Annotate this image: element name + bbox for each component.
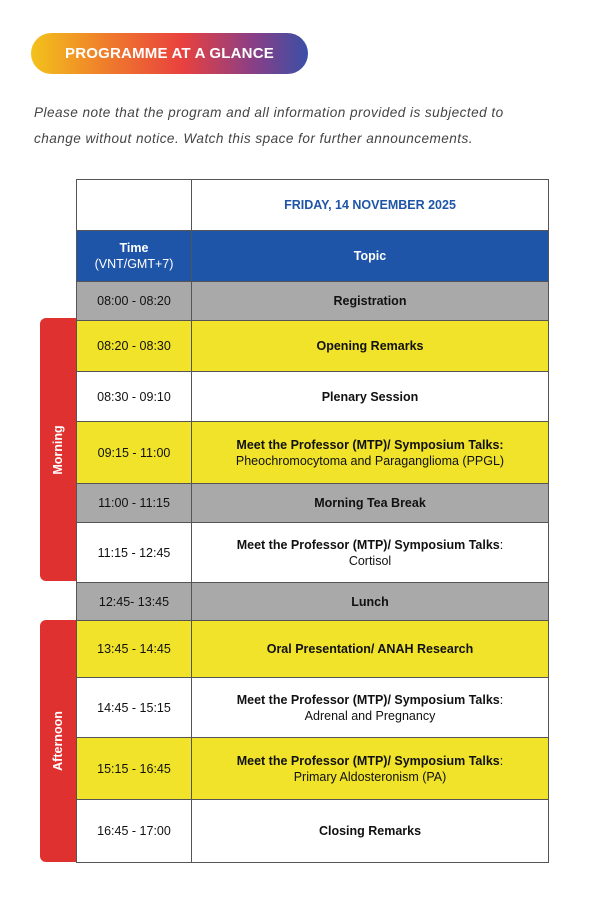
note-line-2: change without notice. Watch this space for further announcements. [34, 131, 474, 146]
table-row [77, 484, 549, 523]
row-topic: Opening Remarks [192, 321, 549, 372]
row-topic: Meet the Professor (MTP)/ Symposium Talks: Cortisol [192, 523, 549, 583]
time-header [77, 231, 192, 282]
row-topic: Lunch [192, 583, 549, 621]
table-row [77, 800, 549, 863]
note-line-1: Please note that the program and all information provided is subjected to [34, 105, 504, 120]
row-subtopic: Cortisol [348, 553, 392, 568]
row-time: 11:00 - 11:15 [77, 484, 192, 523]
timezone-label: (VNT/GMT+7) [94, 257, 174, 271]
row-time: 08:20 - 08:30 [77, 321, 192, 372]
row-topic: Registration [192, 282, 549, 321]
table-row [77, 738, 549, 800]
table-row [77, 678, 549, 738]
date-row [77, 180, 549, 231]
row-time: 16:45 - 17:00 [77, 800, 192, 863]
topic-header [192, 231, 549, 282]
row-time: 15:15 - 16:45 [77, 738, 192, 800]
table-row [77, 372, 549, 422]
schedule-table [76, 179, 549, 863]
row-time: 08:30 - 09:10 [77, 372, 192, 422]
row-time: 13:45 - 14:45 [77, 621, 192, 678]
table-row [77, 321, 549, 372]
row-time: 12:45- 13:45 [77, 583, 192, 621]
disclaimer-note [34, 100, 574, 152]
topic-header-label: Topic [353, 249, 387, 263]
row-time: 11:15 - 12:45 [77, 523, 192, 583]
row-topic: Meet the Professor (MTP)/ Symposium Talks: Adrenal and Pregnancy [192, 678, 549, 738]
table-row [77, 282, 549, 321]
row-topic: Morning Tea Break [192, 484, 549, 523]
table-row [77, 523, 549, 583]
afternoon-session-label [40, 620, 76, 862]
row-topic: Plenary Session [192, 372, 549, 422]
time-header-label: Time [119, 241, 149, 255]
table-header [77, 231, 549, 282]
row-time: 09:15 - 11:00 [77, 422, 192, 484]
row-time: 08:00 - 08:20 [77, 282, 192, 321]
table-row [77, 621, 549, 678]
row-subtopic: Primary Aldosteronism (PA) [293, 769, 447, 784]
row-subtopic: Adrenal and Pregnancy [304, 708, 436, 723]
badge-title: PROGRAMME AT A GLANCE [65, 45, 274, 62]
row-time: 14:45 - 15:15 [77, 678, 192, 738]
row-topic: Meet the Professor (MTP)/ Symposium Talks: Pheochromocytoma and Paraganglioma (PPGL) [192, 422, 549, 484]
morning-session-label [40, 318, 76, 581]
schedule-date: FRIDAY, 14 NOVEMBER 2025 [192, 180, 549, 231]
afternoon-label-text: Afternoon [51, 711, 65, 771]
morning-label-text: Morning [51, 424, 65, 475]
row-topic: Oral Presentation/ ANAH Research [192, 621, 549, 678]
row-topic: Meet the Professor (MTP)/ Symposium Talks: Primary Aldosteronism (PA) [192, 738, 549, 800]
row-topic: Closing Remarks [192, 800, 549, 863]
programme-badge [31, 33, 308, 74]
row-subtopic: Pheochromocytoma and Paraganglioma (PPGL) [235, 453, 505, 468]
table-row [77, 583, 549, 621]
table-row [77, 422, 549, 484]
